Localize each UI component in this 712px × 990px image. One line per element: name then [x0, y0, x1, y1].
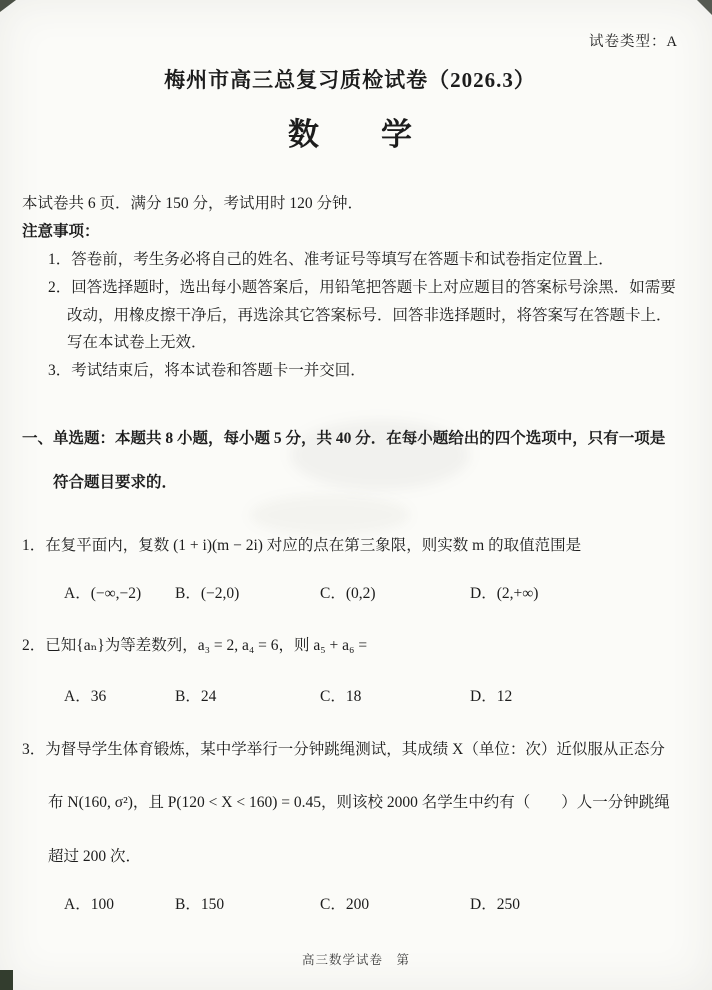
- question-2-option-b: B．24: [175, 687, 217, 705]
- question-3-option-a: A．100: [64, 896, 114, 914]
- paper-type-label: 试卷类型：A: [589, 34, 678, 50]
- question-2: [22, 632, 678, 711]
- question-3-option-c: C．200: [320, 896, 370, 914]
- question-2-text: 2．已知{aₙ}为等差数列，a₃ = 2, a₄ = 6，则 a₅ + a₆ =: [22, 637, 368, 655]
- question-2-option-c: C．18: [320, 687, 362, 705]
- question-2-options: [22, 683, 678, 711]
- question-1-text: 1．在复平面内，复数 (1 + i)(m − 2i) 对应的点在第三象限，则实数 m 的取值范围是: [22, 536, 582, 554]
- scan-artifact-top-right: [697, 0, 712, 15]
- question-2-option-d: D．12: [470, 687, 513, 705]
- scan-artifact-bottom-left: [0, 970, 13, 990]
- notice-heading: 注意事项：: [22, 222, 100, 240]
- section-heading: 一、单选题：本题共 8 小题，每小题 5 分，共 40 分．在每小题给出的四个选项中，只有一项是符合题目要求的．: [22, 430, 666, 492]
- scan-artifact-top-left: [0, 0, 16, 12]
- question-1-option-a: A．(−∞,−2): [64, 585, 142, 603]
- question-3: [22, 723, 678, 919]
- notice-item-1: 1．答卷前，考生务必将自己的姓名、准考证号等填写在答题卡和试卷指定位置上．: [48, 250, 614, 268]
- exam-intro: 本试卷共 6 页．满分 150 分，考试用时 120 分钟．: [22, 195, 364, 212]
- notice-item-2: 2．回答选择题时，选出每小题答案后，用铅笔把答题卡上对应题目的答案标号涂黑．如需要改动，用橡皮擦干净后，再选涂其它答案标号．回答非选择题时，将答案写在答题卡上．写在本试卷上无效．: [48, 278, 676, 352]
- question-2-option-a: A．36: [64, 687, 107, 705]
- question-3-option-d: D．250: [470, 896, 520, 914]
- question-1-option-c: C．(0,2): [320, 585, 376, 603]
- question-1-options: [22, 580, 678, 608]
- question-1-option-d: D．(2,+∞): [470, 585, 539, 603]
- question-3-option-b: B．150: [175, 896, 225, 914]
- question-3-options: [22, 891, 678, 919]
- question-1: [22, 532, 678, 609]
- question-1-option-b: B．(−2,0): [175, 585, 240, 603]
- notice-item-3: 3．考试结束后，将本试卷和答题卡一并交回．: [48, 362, 366, 380]
- question-3-text: 3．为督导学生体育锻炼，某中学举行一分钟跳绳测试，其成绩 X（单位：次）近似服从正态分布 N(160, σ²)，且 P(120 < X < 160) = 0.45，则该校 2000 名学生中约有（ ）人一分钟跳绳超过 200 次．: [22, 740, 670, 865]
- page-footer: 高三数学试卷 第: [301, 953, 410, 967]
- exam-title: 梅州市高三总复习质检试卷（2026.3）: [164, 68, 536, 92]
- subject-title: 数 学: [288, 117, 412, 152]
